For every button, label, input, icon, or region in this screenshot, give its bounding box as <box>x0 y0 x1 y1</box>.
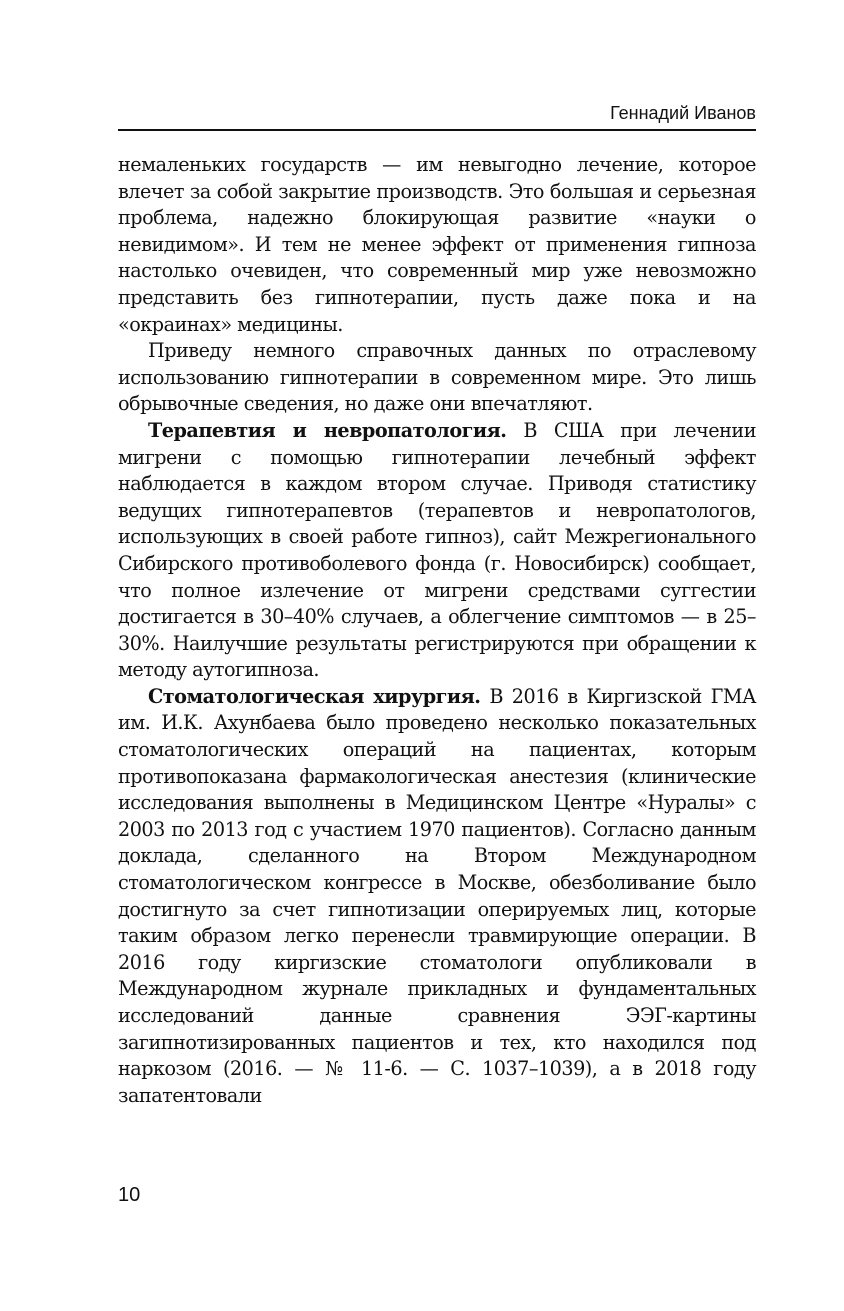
header-rule <box>118 129 756 131</box>
page-number: 10 <box>118 1184 141 1206</box>
paragraph-4-text: В 2016 в Киргизской ГМА им. И.К. Ахунбаева было проведено несколько показательных стоматологических операций на пациентах, которым противопоказана фармакологическая анестезия (клинические исследования выполнены в Медицинском Центре «Нуралы» с 2003 по 2013 год с участием 1970 пациентов). Согласно данным доклада, сделанного на Втором Международном стоматологическом конгрессе в Москве, обезболивание было достигнуто за счет гипнотизации оперируемых лиц, которые таким образом легко перенесли травмирующие операции. В 2016 году киргизские стоматологи опубликовали в Международном журнале прикладных и фундаментальных исследований данные сравнения ЭЭГ-картины загипнотизированных пациентов и тех, кто находился под наркозом (2016. — № 11-6. — С. 1037–1039), а в 2018 году запатентовали <box>118 684 756 1107</box>
page-body <box>118 152 756 1109</box>
section-heading-therapy: Терапевтия и невропатология. <box>148 418 507 442</box>
paragraph-2: Приведу немного справочных данных по отраслевому использованию гипнотерапии в современном мире. Это лишь обрывочные сведения, но даже они впечатляют. <box>118 339 756 416</box>
running-header: Геннадий Иванов <box>610 103 756 123</box>
paragraph-1: немаленьких государств — им невыгодно лечение, которое влечет за собой закрытие производств. Это большая и серьезная проблема, надежно блокирующая развитие «науки о невидимом». И тем не менее эффект от применения гипноза настолько очевиден, что современный мир уже невозможно представить без гипнотерапии, пусть даже пока и на «окраинах» медицины. <box>118 153 756 336</box>
paragraph-4 <box>118 684 756 1110</box>
section-heading-dental-surgery: Стоматологическая хирургия. <box>148 684 481 708</box>
paragraph-3-text: В США при лечении мигрени с помощью гипнотерапии лечебный эффект наблюдается в каждом втором случае. Приводя статистику ведущих гипнотерапевтов (терапевтов и невропатологов, использующих в своей работе гипноз), сайт Межрегионального Сибирского противоболевого фонда (г. Новосибирск) сообщает, что полное излечение от мигрени средствами суггестии достигается в 30–40% случаев, а облегчение симптомов — в 25–30%. Наилучшие результаты регистрируются при обращении к методу аутогипноза. <box>118 418 756 682</box>
paragraph-3 <box>118 418 756 684</box>
